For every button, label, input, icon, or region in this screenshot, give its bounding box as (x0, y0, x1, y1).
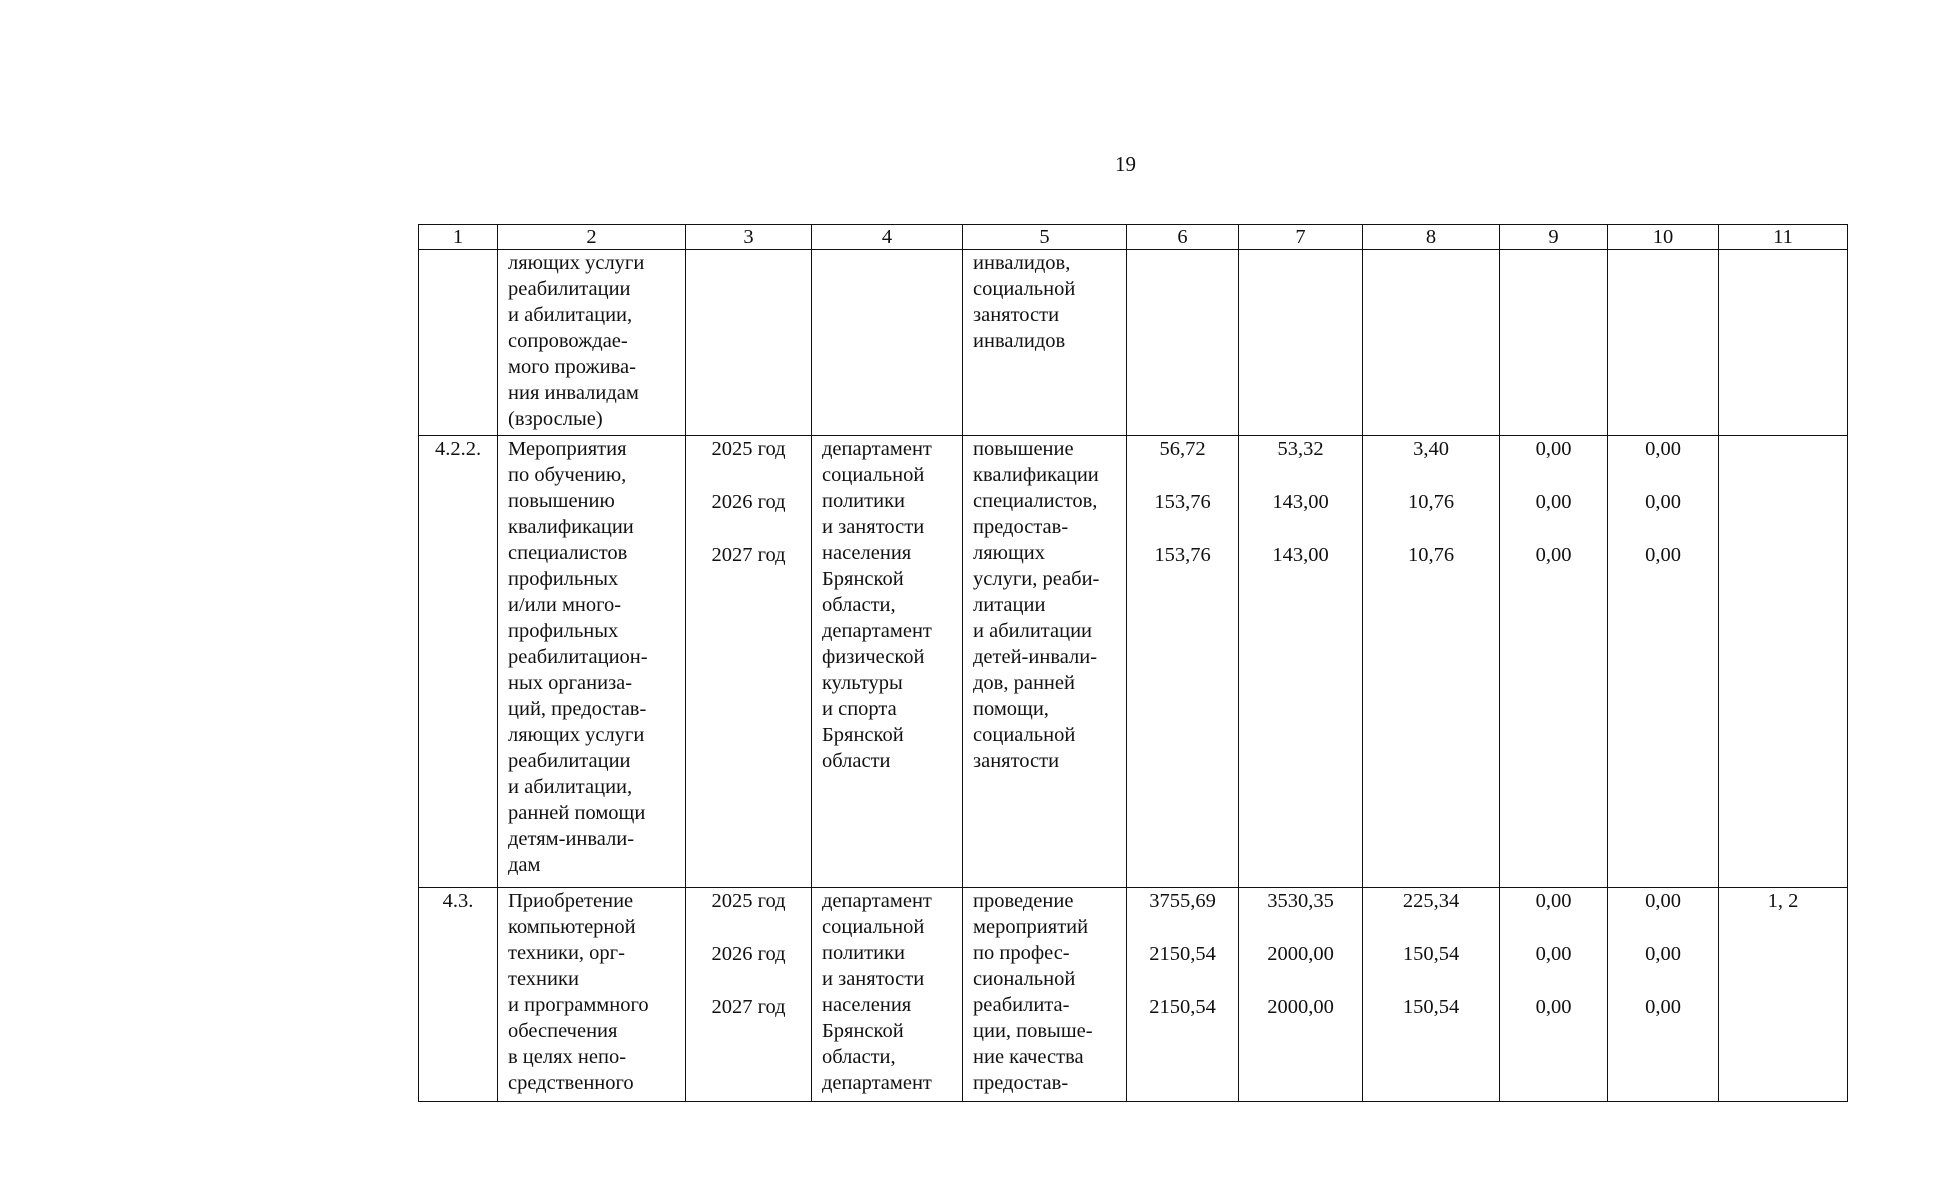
year-cell (686, 888, 812, 1102)
value-2025: 3,40 (1413, 438, 1449, 460)
cell-line: техники, орг- (508, 942, 625, 964)
value-2027: 153,76 (1154, 544, 1211, 566)
cell-line: области, (822, 594, 896, 616)
cell-line: департамент (822, 438, 932, 460)
cell-line: по обучению, (508, 464, 627, 486)
value-2025: 56,72 (1159, 438, 1206, 460)
cell-line: и абилитации (973, 620, 1093, 642)
cell-line: услуги, реаби- (973, 568, 1100, 590)
cell-line: предостав- (973, 1072, 1069, 1094)
cell-line: ранней помощи (508, 802, 646, 824)
col-header: 5 (963, 225, 1127, 250)
cell-line: мероприятий (973, 916, 1089, 938)
local-cell (1500, 436, 1608, 888)
activity-name-cell (498, 436, 686, 888)
cell-line: реабилитацион- (508, 646, 648, 668)
cell-line: политики (822, 490, 906, 512)
goal-cell (963, 436, 1127, 888)
cell-line: дам (508, 854, 541, 876)
cell-line: ляющих услуги (508, 252, 645, 274)
cell-line: и программного (508, 994, 649, 1016)
cell-line: и занятости (822, 968, 925, 990)
cell-line: дов, ранней (973, 672, 1075, 694)
indicator-ref-cell (1719, 436, 1848, 888)
cell-line: инвалидов, (973, 252, 1071, 274)
regional-cell (1363, 888, 1500, 1102)
cell-line: Мероприятия (508, 438, 627, 460)
year-2027: 2027 год (711, 996, 786, 1018)
cell-line: политики (822, 942, 906, 964)
cell-line: ния инвалидам (508, 382, 639, 404)
page-number: 19 (1115, 152, 1136, 176)
total-cell (1127, 436, 1239, 888)
value-2026: 143,00 (1272, 491, 1329, 513)
row-number-cell: 4.2.2. (419, 436, 498, 888)
year-2025: 2025 год (711, 438, 786, 460)
col-header: 9 (1500, 225, 1608, 250)
cell-line: ций, предостав- (508, 698, 647, 720)
value-2026: 0,00 (1645, 943, 1681, 965)
other-cell (1608, 888, 1719, 1102)
cell-line: занятости (973, 750, 1060, 772)
value-2025: 3755,69 (1149, 890, 1216, 912)
activity-name-cell (498, 250, 686, 436)
value-2027: 0,00 (1535, 996, 1572, 1018)
value-2025: 3530,35 (1267, 890, 1334, 912)
executor-cell (812, 436, 963, 888)
value-2027: 2000,00 (1267, 996, 1334, 1018)
cell-line: профильных (508, 568, 619, 590)
cell-line: реабилитации (508, 750, 631, 772)
cell-line: повышению (508, 490, 615, 512)
cell-line: и абилитации, (508, 776, 633, 798)
col-header: 8 (1363, 225, 1500, 250)
value-2025: 0,00 (1535, 890, 1572, 912)
col-header: 1 (419, 225, 498, 250)
value-2025: 225,34 (1402, 890, 1460, 912)
value-2026: 10,76 (1407, 491, 1455, 513)
col-header: 7 (1239, 225, 1363, 250)
value-2025: 0,00 (1645, 890, 1681, 912)
cell-line: проведение (973, 890, 1074, 912)
indicator-ref-cell: 1, 2 (1719, 888, 1848, 1102)
year-2026: 2026 год (711, 943, 786, 965)
col-header: 3 (686, 225, 812, 250)
cell-line: специалистов (508, 542, 628, 564)
cell-line: детей-инвали- (973, 646, 1098, 668)
value-cell (1500, 250, 1608, 436)
cell-line: ных организа- (508, 672, 633, 694)
cell-line: квалификации (508, 516, 634, 538)
executor-cell (812, 888, 963, 1102)
cell-line: и спорта (822, 698, 897, 720)
total-cell (1127, 888, 1239, 1102)
cell-line: области, (822, 1046, 896, 1068)
col-header: 6 (1127, 225, 1239, 250)
cell-line: квалификации (973, 464, 1099, 486)
value-2026: 0,00 (1535, 491, 1572, 513)
cell-line: ции, повыше- (973, 1020, 1093, 1042)
cell-line: и абилитации, (508, 304, 633, 326)
value-cell (1719, 250, 1848, 436)
cell-line: департамент (822, 890, 932, 912)
cell-line: реабилита- (973, 994, 1070, 1016)
value-2026: 150,54 (1402, 943, 1460, 965)
cell-line: помощи, (973, 698, 1049, 720)
cell-line: культуры (822, 672, 903, 694)
cell-line: техники (508, 968, 579, 990)
cell-line: и/или много- (508, 594, 622, 616)
value-2027: 10,76 (1407, 544, 1455, 566)
year-2025: 2025 год (711, 890, 786, 912)
local-cell (1500, 888, 1608, 1102)
federal-cell (1239, 436, 1363, 888)
cell-line: Брянской (822, 568, 904, 590)
cell-line: детям-инвали- (508, 828, 635, 850)
cell-line: инвалидов (973, 330, 1066, 352)
value-2027: 0,00 (1645, 544, 1681, 566)
cell-line: занятости (973, 304, 1060, 326)
value-2026: 153,76 (1154, 491, 1211, 513)
cell-line: области (822, 750, 891, 772)
year-2027: 2027 год (711, 544, 786, 566)
cell-line: и занятости (822, 516, 925, 538)
value-cell (1608, 250, 1719, 436)
value-2025: 53,32 (1277, 438, 1324, 460)
goal-cell (963, 250, 1127, 436)
budget-table (418, 224, 1848, 1102)
value-2025: 0,00 (1535, 438, 1572, 460)
cell-line: населения (822, 542, 912, 564)
activity-name-cell (498, 888, 686, 1102)
cell-line: населения (822, 994, 912, 1016)
column-number-row (419, 225, 1848, 250)
table-row-4-2-2 (419, 436, 1848, 888)
cell-line: реабилитации (508, 278, 631, 300)
cell-line: ляющих услуги (508, 724, 645, 746)
cell-line: в целях непо- (508, 1046, 627, 1068)
value-cell (1239, 250, 1363, 436)
value-2025: 0,00 (1645, 438, 1681, 460)
value-2026: 2150,54 (1149, 943, 1216, 965)
value-2027: 2150,54 (1149, 996, 1216, 1018)
cell-line: департамент (822, 1072, 932, 1094)
cell-line: компьютерной (508, 916, 636, 938)
year-cell (686, 436, 812, 888)
cell-line: специалистов, (973, 490, 1098, 512)
year-2026: 2026 год (711, 491, 786, 513)
federal-cell (1239, 888, 1363, 1102)
value-2027: 0,00 (1535, 544, 1572, 566)
cell-line: Брянской (822, 1020, 904, 1042)
executor-cell (812, 250, 963, 436)
cell-line: сопровождае- (508, 330, 628, 352)
value-2026: 2000,00 (1267, 943, 1334, 965)
cell-line: сиональной (973, 968, 1076, 990)
value-2026: 0,00 (1535, 943, 1572, 965)
other-cell (1608, 436, 1719, 888)
cell-line: обеспечения (508, 1020, 618, 1042)
cell-line: повышение (973, 438, 1074, 460)
col-header: 10 (1608, 225, 1719, 250)
col-header: 4 (812, 225, 963, 250)
row-number-cell: 4.3. (419, 888, 498, 1102)
cell-line: мого прожива- (508, 356, 636, 378)
cell-line: Приобретение (508, 890, 634, 912)
value-2026: 0,00 (1645, 491, 1681, 513)
cell-line: Брянской (822, 724, 904, 746)
value-2027: 0,00 (1645, 996, 1681, 1018)
cell-line: литации (973, 594, 1046, 616)
row-number-cell (419, 250, 498, 436)
cell-line: физической (822, 646, 925, 668)
value-2027: 143,00 (1272, 544, 1329, 566)
cell-line: ние качества (973, 1046, 1084, 1068)
cell-line: профильных (508, 620, 619, 642)
cell-line: департамент (822, 620, 932, 642)
col-header: 11 (1719, 225, 1848, 250)
cell-line: (взрослые) (508, 408, 603, 430)
value-cell (1127, 250, 1239, 436)
cell-line: средственного (508, 1072, 634, 1094)
cell-line: социальной (822, 464, 925, 486)
table-row-continuation (419, 250, 1848, 436)
value-2027: 150,54 (1402, 996, 1460, 1018)
cell-line: социальной (822, 916, 925, 938)
year-cell (686, 250, 812, 436)
goal-cell (963, 888, 1127, 1102)
cell-line: ляющих (973, 542, 1045, 564)
regional-cell (1363, 436, 1500, 888)
value-cell (1363, 250, 1500, 436)
cell-line: социальной (973, 724, 1076, 746)
cell-line: по профес- (973, 942, 1070, 964)
cell-line: предостав- (973, 516, 1069, 538)
col-header: 2 (498, 225, 686, 250)
cell-line: социальной (973, 278, 1076, 300)
table-row-4-3 (419, 888, 1848, 1102)
